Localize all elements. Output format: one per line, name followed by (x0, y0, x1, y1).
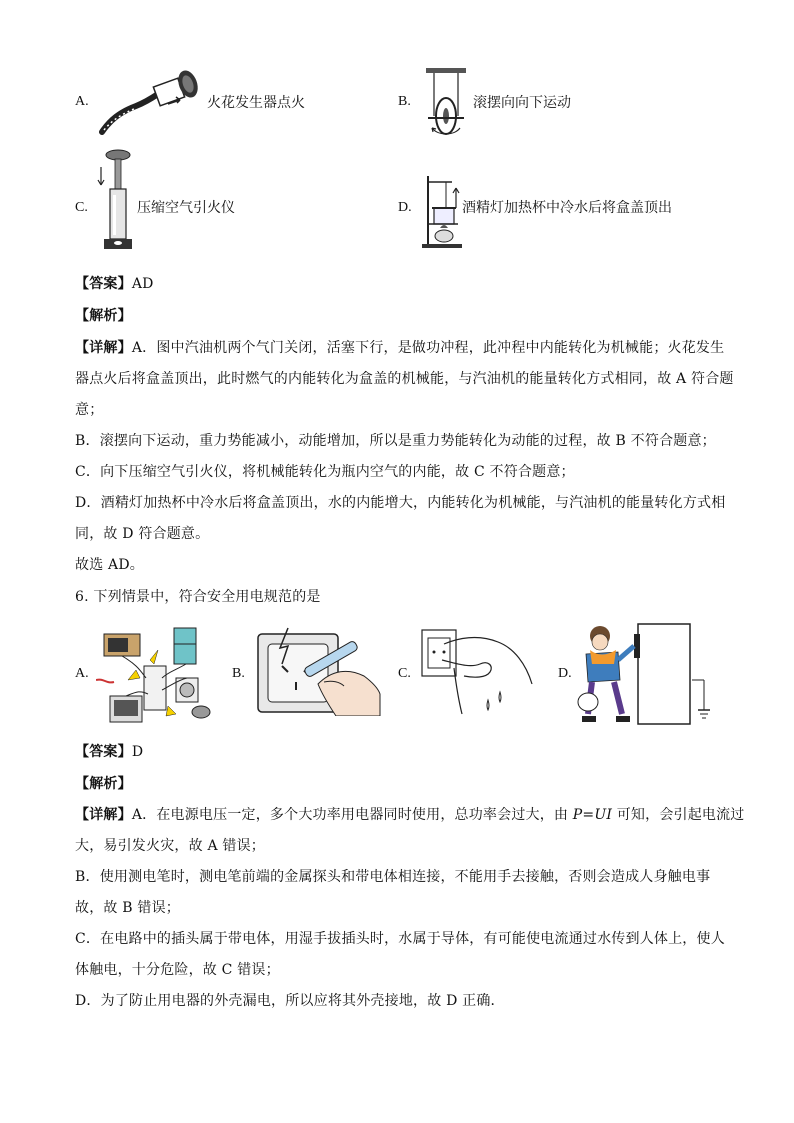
option-d-text: 酒精灯加热杯中冷水后将盒盖顶出 (462, 200, 672, 216)
q6-explanation-line-4: 故，故 B 错误； (75, 900, 180, 916)
option-b-text: 滚摆向向下运动 (473, 95, 571, 111)
q6-answer-label: 【答案】 (75, 744, 132, 760)
q6-stem: 6. 下列情景中，符合安全用电规范的是 (75, 589, 321, 605)
option-a-text: 火花发生器点火 (207, 95, 305, 111)
q6-option-a-letter: A. (75, 666, 89, 681)
q6-option-b-letter: B. (232, 666, 245, 681)
option-b-letter: B. (398, 94, 411, 109)
q5-explanation-line-5: C．向下压缩空气引火仪，将机械能转化为瓶内空气的内能，故 C 不符合题意； (75, 464, 575, 480)
q5-conclusion: 故选 AD。 (75, 557, 144, 573)
alcohol-lamp-heating-illustration (420, 172, 464, 252)
option-c-letter: C. (75, 200, 88, 215)
option-c-text: 压缩空气引火仪 (137, 200, 235, 216)
q6-explanation-line-2: 大，易引发火灾，故 A 错误； (75, 838, 266, 854)
q6-option-d-letter: D. (558, 666, 572, 681)
q5-analysis-label: 【解析】 (75, 308, 132, 324)
wet-hand-plug-illustration (418, 624, 534, 720)
q5-explanation-line-6: D．酒精灯加热杯中冷水后将盒盖顶出，水的内能增大，内能转化为机械能，与汽油机的能量转化方式相 (75, 495, 726, 511)
q6-answer: D (131, 744, 144, 760)
q5-answer-label: 【答案】 (75, 276, 132, 292)
q5-answer: AD (131, 276, 154, 292)
q6-explanation-line-1: 【详解】A．在电源电压一定，多个大功率用电器同时使用，总功率会过大，由 P=UI 可知，会引起电流过 (75, 807, 745, 823)
q6-detail-label: 【详解】 (75, 807, 132, 823)
q6-explanation-line-5: C．在电路中的插头属于带电体，用湿手拔插头时，水属于导体，有可能使电流通过水传到人体上，使人 (75, 931, 725, 947)
q5-explanation-line-4: B．滚摆向下运动，重力势能减小，动能增加，所以是重力势能转化为动能的过程，故 B 不符合题意； (75, 433, 716, 449)
grounded-appliance-illustration (574, 620, 724, 728)
q6-explanation-line-7: D．为了防止用电器的外壳漏电，所以应将其外壳接地，故 D 正确． (75, 993, 505, 1009)
option-a-letter: A. (75, 94, 89, 109)
q5-answer-line (75, 274, 154, 294)
q6-analysis-label: 【解析】 (75, 776, 132, 792)
q5-explanation-line-2: 器点火后将盒盖顶出，此时燃气的内能转化为盒盖的机械能，与汽油机的能量转化方式相同，故 A 符合题 (75, 371, 734, 387)
q5-explanation-line-3: 意； (75, 402, 104, 418)
spark-generator-illustration (96, 66, 208, 140)
q6-explanation-line-6: 体触电，十分危险，故 C 错误； (75, 962, 280, 978)
power-formula: P=UI (572, 807, 613, 823)
option-d-letter: D. (398, 200, 412, 215)
rolling-pendulum-illustration (420, 66, 470, 140)
test-pencil-socket-illustration (252, 624, 382, 716)
q6-explanation-line-3: B．使用测电笔时，测电笔前端的金属探头和带电体相连接，不能用手去接触，否则会造成人身触电事 (75, 869, 711, 885)
overloaded-socket-illustration (96, 620, 216, 730)
q6-option-c-letter: C. (398, 666, 411, 681)
q5-detail-label: 【详解】 (75, 340, 132, 356)
q5-explanation-line-7: 同，故 D 符合题意。 (75, 526, 210, 542)
q6-answer-line (75, 742, 143, 762)
air-compression-igniter-illustration (96, 145, 136, 255)
q5-explanation-line-1: 【详解】A．图中汽油机两个气门关闭，活塞下行，是做功冲程，此冲程中内能转化为机械能；火花发生 (75, 340, 725, 356)
